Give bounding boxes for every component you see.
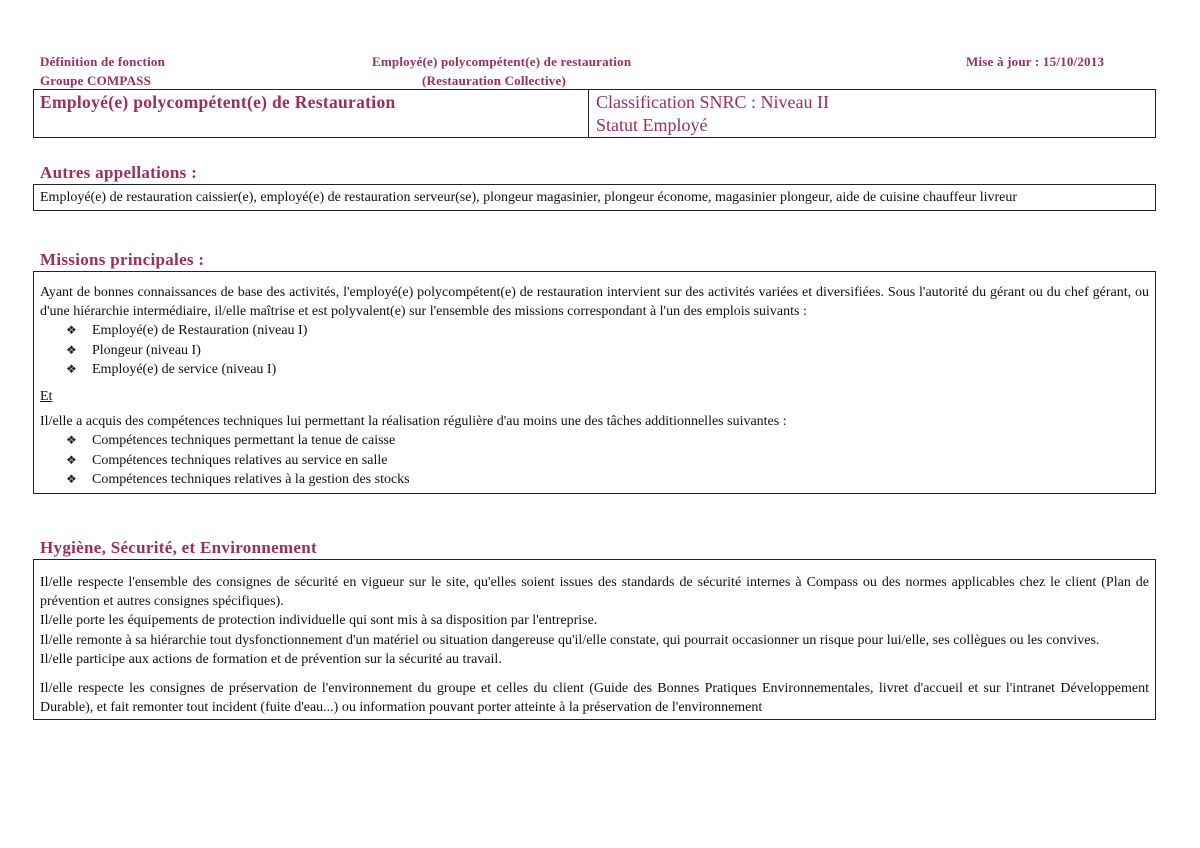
diamond-bullet-icon: ❖ <box>66 471 77 486</box>
title-table <box>33 89 1156 138</box>
section-heading-hse: Hygiène, Sécurité, et Environnement <box>40 538 317 557</box>
skills-list <box>40 431 1149 489</box>
environment-paragraph: Il/elle respecte les consignes de préservation de l'environnement du groupe et celles du client (Guide des Bonnes Pratiques Environnementales, livret d'accueil et sur l'intranet Développement Durable), et fait remonter tout incident (fuite d'eau...) ou information pouvant porter atteinte à la préservation de l'environnement <box>40 681 1149 716</box>
hse-paragraph: Il/elle respecte l'ensemble des consignes de sécurité en vigueur sur le site, qu'elles soient issues des standards de sécurité internes à Compass ou des normes applicables chez le client (Plan de prévention et autres consignes spécifiques). <box>40 575 1149 610</box>
diamond-bullet-icon: ❖ <box>66 342 77 357</box>
section-heading-autres-appellations: Autres appellations : <box>40 163 198 182</box>
header-job-title: Employé(e) polycompétent(e) de restauration <box>372 54 632 69</box>
header-sector: (Restauration Collective) <box>422 73 566 88</box>
job-title: Employé(e) polycompétent(e) de Restauration <box>34 90 589 137</box>
missions-intro: Ayant de bonnes connaissances de base des activités, l'employé(e) polycompétent(e) de restauration intervient sur des activités variées et diversifiées. Sous l'autorité du gérant ou du chef gérant, ou d'une hiérarchie intermédiaire, il/elle maîtrise et est polyvalent(e) sur l'ensemble des missions correspondant à l'un des emplois suivants : <box>40 285 1149 320</box>
employee-status: Statut Employé <box>596 115 708 135</box>
company-group: Groupe COMPASS <box>40 73 152 88</box>
diamond-bullet-icon: ❖ <box>66 361 77 376</box>
list-item: ❖ Compétences techniques relatives à la gestion des stocks <box>66 470 1149 489</box>
section-heading-missions: Missions principales : <box>40 250 205 269</box>
spacer <box>40 669 1149 679</box>
hse-paragraph: Il/elle porte les équipements de protection individuelle qui sont mis à sa disposition par l'entreprise. <box>40 613 598 629</box>
header-center <box>372 52 732 90</box>
autres-appellations-box <box>33 184 1156 211</box>
jobs-list <box>40 321 1149 379</box>
list-item: ❖ Plongeur (niveau I) <box>66 341 1149 360</box>
diamond-bullet-icon: ❖ <box>66 323 77 338</box>
list-item: ❖ Employé(e) de Restauration (niveau I) <box>66 321 1149 340</box>
classification-cell <box>589 90 1155 137</box>
hse-box <box>33 559 1156 720</box>
et-label: Et <box>40 389 53 405</box>
diamond-bullet-icon: ❖ <box>66 433 77 448</box>
autres-appellations-text: Employé(e) de restauration caissier(e), employé(e) de restauration serveur(se), plongeur magasinier, plongeur économe, magasinier plongeur, aide de cuisine chauffeur livreur <box>40 190 1018 205</box>
skills-intro: Il/elle a acquis des compétences techniques lui permettant la réalisation régulière d'au moins une des tâches additionnelles suivantes : <box>40 414 787 430</box>
document-type: Définition de fonction <box>40 54 166 69</box>
header-left <box>40 52 165 90</box>
update-date: Mise à jour : 15/10/2013 <box>966 54 1105 69</box>
hse-paragraph: Il/elle remonte à sa hiérarchie tout dysfonctionnement d'un matériel ou situation dangereuse qu'il/elle constate, qui pourrait occasionner un risque pour lui/elle, ses collègues ou les convives. <box>40 632 1100 648</box>
hse-paragraph: Il/elle participe aux actions de formation et de prévention sur la sécurité au travail. <box>40 651 502 667</box>
missions-box <box>33 271 1156 494</box>
diamond-bullet-icon: ❖ <box>66 452 77 467</box>
list-item: ❖ Compétences techniques permettant la tenue de caisse <box>66 431 1149 450</box>
list-item: ❖ Employé(e) de service (niveau I) <box>66 360 1149 379</box>
list-item: ❖ Compétences techniques relatives au service en salle <box>66 451 1149 470</box>
classification: Classification SNRC : Niveau II <box>596 92 829 112</box>
